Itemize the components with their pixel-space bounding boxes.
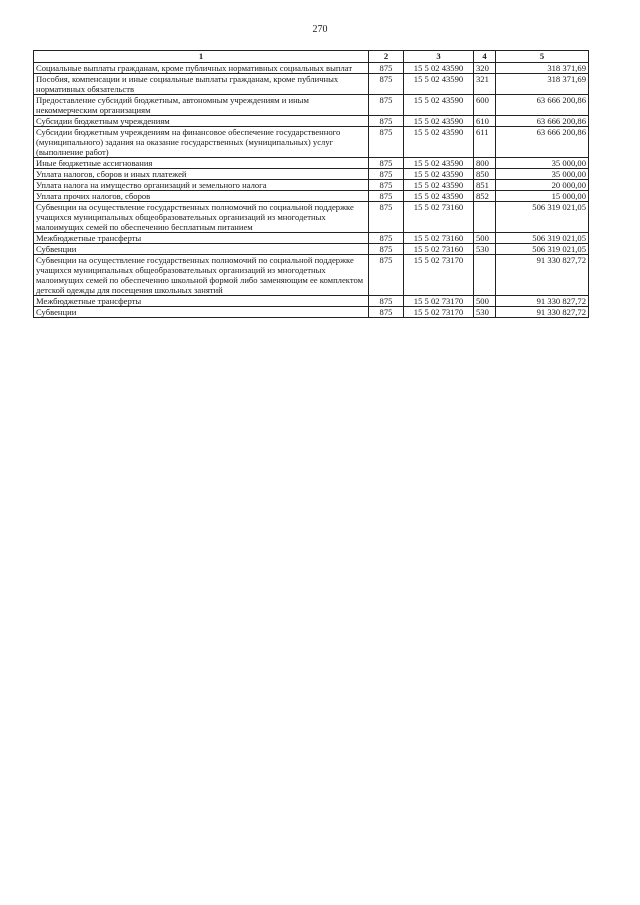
cell-name: Межбюджетные трансферты	[34, 233, 369, 244]
table-row	[34, 169, 589, 180]
cell-csr: 15 5 02 43590	[404, 180, 474, 191]
cell-sum: 20 000,00	[496, 180, 589, 191]
table-row	[34, 116, 589, 127]
table-row	[34, 255, 589, 296]
cell-ved: 875	[369, 63, 404, 74]
cell-csr: 15 5 02 43590	[404, 95, 474, 116]
cell-vr: 611	[474, 127, 496, 158]
cell-csr: 15 5 02 73170	[404, 296, 474, 307]
cell-sum: 91 330 827,72	[496, 296, 589, 307]
cell-ved: 875	[369, 95, 404, 116]
header-cell-vr: 4	[474, 51, 496, 63]
cell-vr	[474, 202, 496, 233]
cell-name: Иные бюджетные ассигнования	[34, 158, 369, 169]
cell-csr: 15 5 02 73160	[404, 202, 474, 233]
cell-name: Уплата налога на имущество организаций и земельного налога	[34, 180, 369, 191]
cell-sum: 506 319 021,05	[496, 202, 589, 233]
cell-vr: 851	[474, 180, 496, 191]
cell-csr: 15 5 02 43590	[404, 63, 474, 74]
cell-ved: 875	[369, 307, 404, 318]
cell-name: Уплата налогов, сборов и иных платежей	[34, 169, 369, 180]
cell-ved: 875	[369, 191, 404, 202]
table-row	[34, 74, 589, 95]
table-body	[34, 63, 589, 318]
table-row	[34, 127, 589, 158]
cell-sum: 506 319 021,05	[496, 233, 589, 244]
cell-vr: 530	[474, 307, 496, 318]
cell-ved: 875	[369, 202, 404, 233]
header-cell-ved: 2	[369, 51, 404, 63]
table-row	[34, 296, 589, 307]
cell-name: Субсидии бюджетным учреждениям	[34, 116, 369, 127]
cell-name: Субвенции	[34, 244, 369, 255]
cell-sum: 91 330 827,72	[496, 255, 589, 296]
cell-name: Уплата прочих налогов, сборов	[34, 191, 369, 202]
cell-vr: 500	[474, 233, 496, 244]
cell-sum: 506 319 021,05	[496, 244, 589, 255]
header-cell-csr: 3	[404, 51, 474, 63]
cell-sum: 91 330 827,72	[496, 307, 589, 318]
cell-ved: 875	[369, 158, 404, 169]
cell-sum: 35 000,00	[496, 169, 589, 180]
cell-csr: 15 5 02 43590	[404, 169, 474, 180]
page-number: 270	[312, 24, 328, 35]
cell-vr	[474, 255, 496, 296]
cell-name: Субвенции	[34, 307, 369, 318]
table-row	[34, 158, 589, 169]
cell-csr: 15 5 02 73170	[404, 307, 474, 318]
cell-ved: 875	[369, 169, 404, 180]
cell-sum: 63 666 200,86	[496, 127, 589, 158]
cell-vr: 852	[474, 191, 496, 202]
cell-vr: 320	[474, 63, 496, 74]
cell-csr: 15 5 02 73160	[404, 244, 474, 255]
cell-ved: 875	[369, 233, 404, 244]
cell-sum: 318 371,69	[496, 63, 589, 74]
table-row	[34, 202, 589, 233]
cell-ved: 875	[369, 296, 404, 307]
header-row	[34, 51, 589, 63]
cell-name: Социальные выплаты гражданам, кроме публичных нормативных социальных выплат	[34, 63, 369, 74]
cell-vr: 321	[474, 74, 496, 95]
cell-name: Межбюджетные трансферты	[34, 296, 369, 307]
header-cell-name: 1	[34, 51, 369, 63]
cell-sum: 15 000,00	[496, 191, 589, 202]
cell-name: Пособия, компенсации и иные социальные выплаты гражданам, кроме публичных нормативных обязательств	[34, 74, 369, 95]
table-row	[34, 63, 589, 74]
table-row	[34, 307, 589, 318]
cell-sum: 35 000,00	[496, 158, 589, 169]
cell-sum: 63 666 200,86	[496, 95, 589, 116]
table-row	[34, 180, 589, 191]
cell-sum: 63 666 200,86	[496, 116, 589, 127]
cell-sum: 318 371,69	[496, 74, 589, 95]
cell-ved: 875	[369, 127, 404, 158]
cell-vr: 800	[474, 158, 496, 169]
table-row	[34, 233, 589, 244]
cell-vr: 600	[474, 95, 496, 116]
cell-ved: 875	[369, 116, 404, 127]
cell-vr: 530	[474, 244, 496, 255]
cell-vr: 610	[474, 116, 496, 127]
cell-csr: 15 5 02 43590	[404, 191, 474, 202]
cell-vr: 850	[474, 169, 496, 180]
cell-csr: 15 5 02 73170	[404, 255, 474, 296]
table-row	[34, 244, 589, 255]
cell-name: Субсидии бюджетным учреждениям на финансовое обеспечение государственного (муниципального) задания на оказание государственных (муниципальных) услуг (выполнение работ)	[34, 127, 369, 158]
cell-name: Субвенции на осуществление государственных полномочий по социальной поддержке учащихся муниципальных общеобразовательных организаций из многодетных малоимущих семей по обеспечению бесплатным питанием	[34, 202, 369, 233]
cell-csr: 15 5 02 43590	[404, 127, 474, 158]
cell-name: Предоставление субсидий бюджетным, автономным учреждениям и иным некоммерческим организациям	[34, 95, 369, 116]
cell-ved: 875	[369, 244, 404, 255]
table-row	[34, 191, 589, 202]
cell-csr: 15 5 02 73160	[404, 233, 474, 244]
cell-name: Субвенции на осуществление государственных полномочий по социальной поддержке учащихся муниципальных общеобразовательных организаций из многодетных малоимущих семей по обеспечению школьной формой либо заменяющим ее комплектом детской одежды для посещения школьных занятий	[34, 255, 369, 296]
budget-table	[33, 50, 589, 318]
header-cell-sum: 5	[496, 51, 589, 63]
cell-csr: 15 5 02 43590	[404, 116, 474, 127]
cell-csr: 15 5 02 43590	[404, 74, 474, 95]
cell-ved: 875	[369, 255, 404, 296]
cell-ved: 875	[369, 74, 404, 95]
table-row	[34, 95, 589, 116]
cell-vr: 500	[474, 296, 496, 307]
cell-ved: 875	[369, 180, 404, 191]
cell-csr: 15 5 02 43590	[404, 158, 474, 169]
